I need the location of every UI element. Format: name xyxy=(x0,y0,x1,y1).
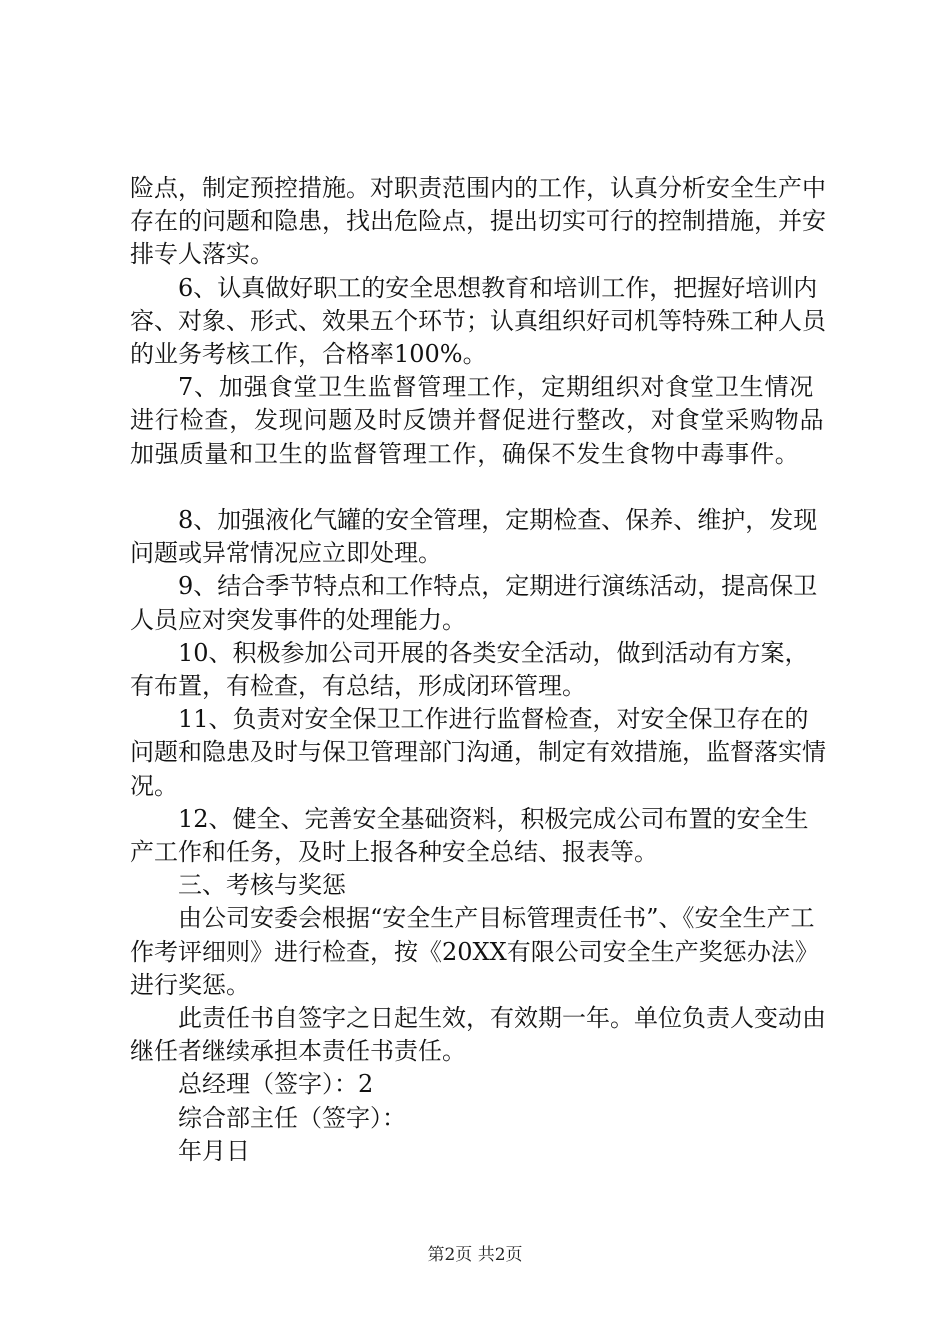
signature-department-head: 综合部主任（签字）： xyxy=(178,1103,406,1132)
document-body xyxy=(130,172,830,1168)
paragraph-item-6: 6、认真做好职工的安全思想教育和培训工作，把握好培训内容、对象、形式、效果五个环节；认真组织好司机等特殊工种人员的业务考核工作，合格率100%。 xyxy=(130,273,826,369)
paragraph-assessment-basis: 由公司安委会根据“安全生产目标管理责任书”、《安全生产工作考评细则》进行检查，按《20XX有限公司安全生产奖惩办法》进行奖惩。 xyxy=(130,904,819,999)
paragraph-item-8: 8、加强液化气罐的安全管理，定期检查、保养、维护，发现问题或异常情况应立即处理。 xyxy=(130,506,818,568)
paragraph-item-11: 11、负责对安全保卫工作进行监督检查，对安全保卫存在的问题和隐患及时与保卫管理部门沟通，制定有效措施，监督落实情况。 xyxy=(130,705,826,800)
page-number-footer: 第2页 共2页 xyxy=(427,1245,523,1265)
paragraph-validity: 此责任书自签字之日起生效，有效期一年。单位负责人变动由继任者继续承担本责任书责任。 xyxy=(130,1004,826,1066)
signature-general-manager: 总经理（签字）：2 xyxy=(178,1070,374,1099)
paragraph-item-7: 7、加强食堂卫生监督管理工作，定期组织对食堂卫生情况进行检查，发现问题及时反馈并督促进行整改，对食堂采购物品加强质量和卫生的监督管理工作，确保不发生食物中毒事件。 xyxy=(130,373,825,468)
blank-line xyxy=(130,471,830,504)
section-heading-assessment: 三、考核与奖惩 xyxy=(178,871,346,900)
paragraph-item-12: 12、健全、完善安全基础资料，积极完成公司布置的安全生产工作和任务，及时上报各种安全总结、报表等。 xyxy=(130,804,809,867)
paragraph-risk-control: 险点，制定预控措施。对职责范围内的工作，认真分析安全生产中存在的问题和隐患，找出危险点，提出切实可行的控制措施，并安排专人落实。 xyxy=(130,174,826,269)
signature-date: 年月日 xyxy=(178,1136,250,1165)
paragraph-item-10: 10、积极参加公司开展的各类安全活动，做到活动有方案，有布置，有检查，有总结，形成闭环管理。 xyxy=(130,638,809,701)
paragraph-item-9: 9、结合季节特点和工作特点，定期进行演练活动，提高保卫人员应对突发事件的处理能力。 xyxy=(130,572,818,634)
